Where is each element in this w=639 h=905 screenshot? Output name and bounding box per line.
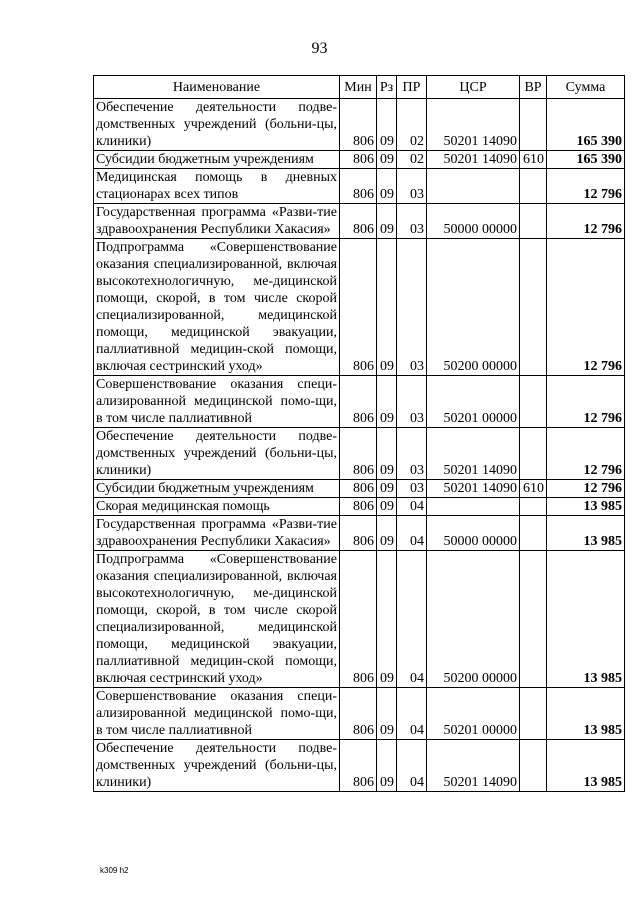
cell-pr: 03: [397, 169, 427, 204]
cell-pr: 04: [397, 498, 427, 516]
cell-name: Скорая медицинская помощь: [94, 498, 340, 516]
cell-sum: 12 796: [547, 204, 625, 239]
cell-pr: 03: [397, 480, 427, 498]
header-vr: ВР: [520, 76, 547, 99]
cell-min: 806: [340, 204, 377, 239]
cell-min: 806: [340, 99, 377, 151]
cell-name: Подпрограмма «Совершенствование оказания специализированной, включая высокотехнологичную, ме-дицинской помощи, скорой, в том числе скорой специализированной, медицинской помощи, медицинской эвакуации, паллиативной медицин-ской помощи, включая сестринский уход»: [94, 239, 340, 376]
cell-vr: [520, 376, 547, 428]
cell-rz: 09: [377, 204, 397, 239]
cell-rz: 09: [377, 688, 397, 740]
cell-csr: 50201 00000: [427, 688, 520, 740]
cell-rz: 09: [377, 169, 397, 204]
cell-min: 806: [340, 740, 377, 792]
table-row: [94, 551, 625, 688]
cell-rz: 09: [377, 551, 397, 688]
cell-sum: 12 796: [547, 376, 625, 428]
table-row: [94, 169, 625, 204]
table-row: [94, 688, 625, 740]
cell-min: 806: [340, 688, 377, 740]
cell-csr: 50201 14090: [427, 99, 520, 151]
table-row: [94, 740, 625, 792]
cell-csr: 50201 14090: [427, 740, 520, 792]
cell-vr: [520, 239, 547, 376]
cell-pr: 03: [397, 239, 427, 376]
cell-pr: 02: [397, 99, 427, 151]
table-row: [94, 99, 625, 151]
header-sum: Сумма: [547, 76, 625, 99]
cell-rz: 09: [377, 239, 397, 376]
page-number: 93: [311, 40, 328, 57]
cell-vr: [520, 204, 547, 239]
cell-rz: 09: [377, 428, 397, 480]
cell-rz: 09: [377, 480, 397, 498]
header-csr: ЦСР: [427, 76, 520, 99]
cell-rz: 09: [377, 376, 397, 428]
cell-sum: 12 796: [547, 480, 625, 498]
cell-vr: 610: [520, 151, 547, 169]
cell-csr: 50201 14090: [427, 480, 520, 498]
cell-pr: 04: [397, 688, 427, 740]
cell-vr: [520, 428, 547, 480]
cell-vr: [520, 498, 547, 516]
cell-csr: 50000 00000: [427, 204, 520, 239]
cell-name: Обеспечение деятельности подве-домственных учреждений (больни-цы, клиники): [94, 428, 340, 480]
cell-name: Обеспечение деятельности подве-домственных учреждений (больни-цы, клиники): [94, 740, 340, 792]
cell-name: Подпрограмма «Совершенствование оказания специализированной, включая высокотехнологичную, ме-дицинской помощи, скорой, в том числе скорой специализированной, медицинской помощи, медицинской эвакуации, паллиативной медицин-ской помощи, включая сестринский уход»: [94, 551, 340, 688]
cell-csr: 50000 00000: [427, 516, 520, 551]
cell-vr: [520, 169, 547, 204]
cell-vr: [520, 516, 547, 551]
cell-pr: 04: [397, 740, 427, 792]
cell-sum: 12 796: [547, 428, 625, 480]
cell-pr: 03: [397, 376, 427, 428]
cell-sum: 165 390: [547, 151, 625, 169]
header-min: Мин: [340, 76, 377, 99]
cell-csr: 50201 00000: [427, 376, 520, 428]
cell-pr: 03: [397, 204, 427, 239]
cell-min: 806: [340, 516, 377, 551]
cell-pr: 04: [397, 516, 427, 551]
cell-name: Совершенствование оказания специ-ализированной медицинской помо-щи, в том числе паллиативной: [94, 376, 340, 428]
table-row: [94, 376, 625, 428]
table-row: [94, 498, 625, 516]
header-name: Наименование: [94, 76, 340, 99]
cell-csr: 50200 00000: [427, 551, 520, 688]
cell-sum: 13 985: [547, 551, 625, 688]
table-row: [94, 204, 625, 239]
cell-vr: 610: [520, 480, 547, 498]
table-row: [94, 480, 625, 498]
cell-name: Обеспечение деятельности подве-домственных учреждений (больни-цы, клиники): [94, 99, 340, 151]
cell-name: Медицинская помощь в дневных стационарах всех типов: [94, 169, 340, 204]
cell-pr: 03: [397, 428, 427, 480]
cell-sum: 165 390: [547, 99, 625, 151]
table-row: [94, 151, 625, 169]
cell-min: 806: [340, 239, 377, 376]
footer-code: k309 h2: [100, 866, 129, 875]
table-row: [94, 428, 625, 480]
cell-name: Государственная программа «Разви-тие здравоохранения Республики Хакасия»: [94, 204, 340, 239]
cell-rz: 09: [377, 151, 397, 169]
cell-vr: [520, 740, 547, 792]
cell-vr: [520, 551, 547, 688]
table-body: [94, 99, 625, 792]
cell-rz: 09: [377, 498, 397, 516]
cell-vr: [520, 688, 547, 740]
cell-min: 806: [340, 169, 377, 204]
cell-vr: [520, 99, 547, 151]
cell-sum: 13 985: [547, 498, 625, 516]
cell-name: Совершенствование оказания специ-ализированной медицинской помо-щи, в том числе паллиативной: [94, 688, 340, 740]
cell-sum: 12 796: [547, 169, 625, 204]
cell-rz: 09: [377, 99, 397, 151]
cell-min: 806: [340, 151, 377, 169]
table-row: [94, 516, 625, 551]
cell-csr: 50201 14090: [427, 151, 520, 169]
cell-rz: 09: [377, 740, 397, 792]
cell-min: 806: [340, 498, 377, 516]
cell-min: 806: [340, 376, 377, 428]
cell-name: Государственная программа «Разви-тие здравоохранения Республики Хакасия»: [94, 516, 340, 551]
cell-sum: 12 796: [547, 239, 625, 376]
cell-csr: [427, 498, 520, 516]
header-pr: ПР: [397, 76, 427, 99]
table-header-row: [94, 76, 625, 99]
cell-sum: 13 985: [547, 740, 625, 792]
table-row: [94, 239, 625, 376]
cell-csr: [427, 169, 520, 204]
cell-min: 806: [340, 428, 377, 480]
budget-table: [93, 75, 625, 792]
cell-min: 806: [340, 480, 377, 498]
header-rz: Рз: [377, 76, 397, 99]
cell-pr: 02: [397, 151, 427, 169]
cell-min: 806: [340, 551, 377, 688]
cell-sum: 13 985: [547, 516, 625, 551]
cell-name: Субсидии бюджетным учреждениям: [94, 480, 340, 498]
cell-rz: 09: [377, 516, 397, 551]
cell-csr: 50200 00000: [427, 239, 520, 376]
cell-name: Субсидии бюджетным учреждениям: [94, 151, 340, 169]
cell-sum: 13 985: [547, 688, 625, 740]
cell-pr: 04: [397, 551, 427, 688]
cell-csr: 50201 14090: [427, 428, 520, 480]
